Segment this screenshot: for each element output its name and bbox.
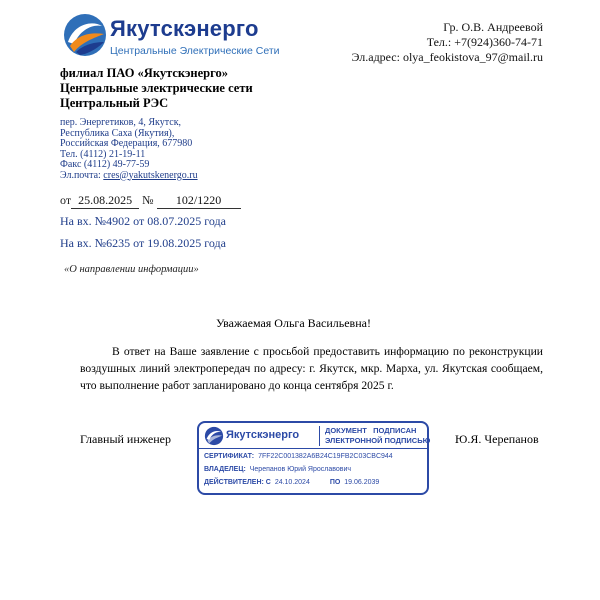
address-region: Республика Саха (Якутия),: [60, 127, 175, 139]
stamp-owner-label: ВЛАДЕЛЕЦ:: [204, 466, 246, 473]
ref-from-label: от: [60, 193, 72, 207]
stamp-valid-to-label: ПО: [329, 479, 341, 486]
address-street: пер. Энергетиков, 4, Якутск,: [60, 117, 182, 128]
e-signature-stamp: [197, 421, 429, 495]
stamp-cert-label: СЕРТИФИКАТ:: [204, 453, 255, 460]
logo-name: Якутскэнерго: [110, 16, 259, 41]
logo-subtitle: Центральные Электрические Сети: [110, 45, 280, 57]
page-edge: [587, 0, 600, 600]
signer-title: Главный инженер: [80, 432, 171, 446]
stamp-doc-line-2: ЭЛЕКТРОННОЙ ПОДПИСЬЮ: [325, 436, 431, 445]
address-phone: Тел. (4112) 21-19-11: [60, 148, 146, 160]
stamp-owner-value: Черепанов Юрий Ярославович: [249, 466, 352, 473]
recipient-block: [352, 20, 544, 65]
stamp-document-signed: [325, 426, 430, 446]
stamp-validity-row: [204, 478, 379, 487]
stamp-valid-from: 24.10.2024: [274, 479, 310, 486]
stamp-brand: Якутскэнерго: [226, 429, 300, 441]
stamp-valid-label: ДЕЙСТВИТЕЛЕН:: [204, 479, 264, 486]
stamp-valid-from-label: С: [265, 479, 271, 486]
greeting: Уважаемая Ольга Васильевна!: [216, 316, 371, 330]
ref-date: 25.08.2025: [71, 193, 139, 209]
org-line-1: филиал ПАО «Якутскэнерго»: [60, 66, 228, 80]
letter-subject: «О направлении информации»: [64, 264, 199, 275]
stamp-cert-value: 7FF22C001382A6B24C19FB2C03CBC944: [258, 453, 393, 460]
letter-body: В ответ на Ваше заявление с просьбой предоставить информацию по реконструкции воздушных линий электропередач по адресу: г. Якутск, мкр. Марха, ул. Якутская сообщаем, что выполнение работ запланировано до конца сентября 2025 г.: [80, 345, 543, 392]
signer-name: Ю.Я. Черепанов: [455, 432, 539, 446]
outgoing-reference: [60, 193, 241, 209]
address-email-row: [60, 171, 198, 182]
ref-number-label: №: [142, 193, 154, 207]
stamp-valid-to: 19.06.2039: [344, 479, 380, 486]
address-country: Российская Федерация, 677980: [60, 138, 193, 149]
stamp-owner-row: [204, 465, 351, 474]
recipient-phone: Тел.: +7(924)360-74-71: [426, 35, 543, 49]
address-email-label: Эл.почта:: [60, 169, 101, 181]
recipient-email: Эл.адрес: olya_feokistova_97@mail.ru: [351, 50, 543, 64]
address-email-link[interactable]: cres@yakutskenergo.ru: [103, 169, 198, 181]
sender-organization: [60, 66, 253, 111]
address-fax: Факс (4112) 49-77-59: [60, 159, 150, 170]
company-logo: [62, 12, 302, 62]
recipient-name: Гр. О.В. Андреевой: [443, 20, 543, 34]
stamp-logo-icon: [204, 426, 224, 446]
stamp-certificate-row: [204, 452, 393, 461]
org-line-3: Центральный РЭС: [60, 96, 169, 110]
org-line-2: Центральные электрические сети: [60, 81, 253, 95]
incoming-reference-2: На вх. №6235 от 19.08.2025 года: [60, 236, 226, 250]
stamp-doc-line-1: ДОКУМЕНТ ПОДПИСАН: [325, 426, 417, 435]
ref-number: 102/1220: [157, 193, 241, 209]
incoming-reference-1: На вх. №4902 от 08.07.2025 года: [60, 214, 226, 228]
stamp-divider: [319, 426, 320, 446]
stamp-header: [199, 423, 431, 449]
sender-address: [60, 118, 198, 181]
logo-swirl-icon: [62, 12, 108, 58]
